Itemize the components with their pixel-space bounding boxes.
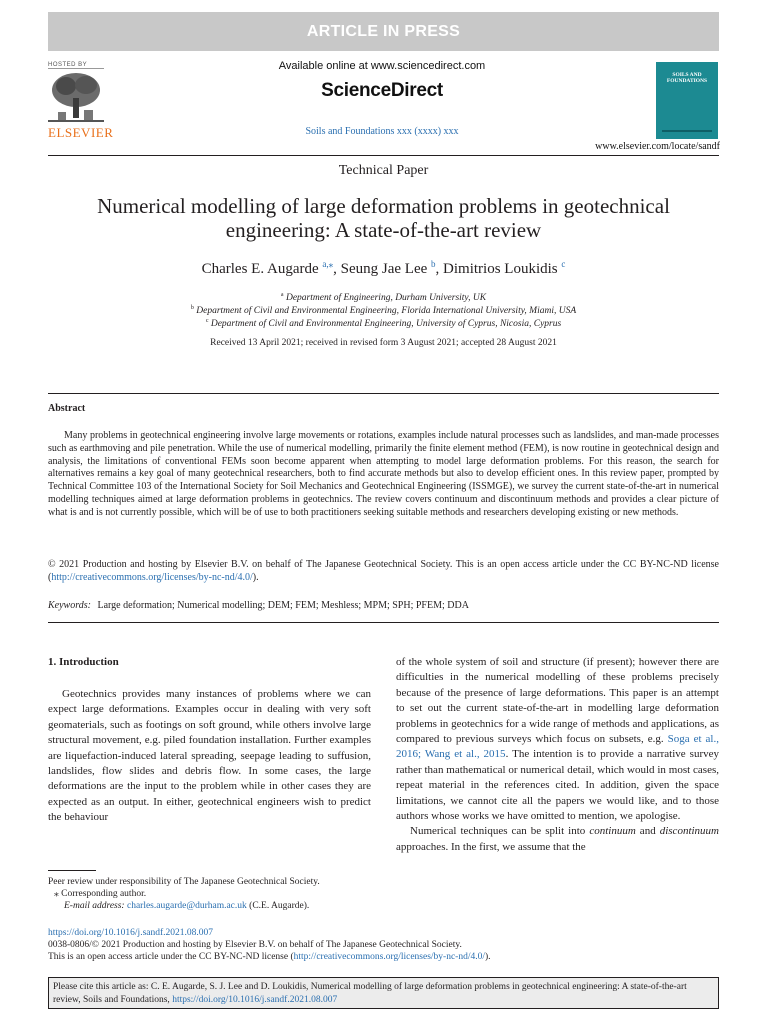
affiliation-text: Department of Civil and Environmental Engineering, University of Cyprus, Nicosia, Cyprus [210,319,562,330]
emphasis: discontinuum [659,825,719,838]
email-note [48,900,394,912]
author-name: Dimitrios Loukidis [443,261,558,277]
license-text: This is an open access article under the CC BY-NC-ND license ( [48,952,294,962]
author-affiliation-mark[interactable]: c [561,259,566,269]
abstract-divider [48,393,719,394]
author-name: Seung Jae Lee [340,261,428,277]
copyright-text: © 2021 Production and hosting by Elsevier B.V. on behalf of The Japanese Geotechnical Society. This is an open access article under the CC BY-NC-ND license ( [48,559,719,583]
affiliation [48,292,719,303]
affiliation [48,318,719,329]
keywords-label: Keywords: [48,600,91,611]
affiliation-text: Department of Engineering, Durham University, UK [285,293,487,304]
header-divider [48,155,719,156]
received-dates: Received 13 April 2021; received in revised form 3 August 2021; accepted 28 August 2021 [210,338,557,348]
body-paragraph [396,824,719,855]
citation-doi-link[interactable]: https://doi.org/10.1016/j.sandf.2021.08.007 [172,994,338,1005]
affiliation-mark: c [205,318,209,324]
copyright-close: ). [252,571,259,583]
body-text: and [635,825,660,838]
section-heading: 1. Introduction [48,656,119,668]
right-column [396,655,719,855]
author-affiliation-mark[interactable]: a,⁎ [322,259,334,269]
journal-cover [656,62,718,139]
elsevier-logo-text: ELSEVIER [48,125,114,140]
locate-url[interactable]: www.elsevier.com/locate/sandf [595,141,720,152]
license-link[interactable]: http://creativecommons.org/licenses/by-nc-nd/4.0/ [51,571,253,583]
affiliation-mark: a [280,292,284,298]
keywords [48,600,719,611]
left-column [48,687,371,826]
body-paragraph: Geotechnics provides many instances of problems where we can expect large deformations. Examples occur in dealing with very soft geomaterials, such as footings on soft ground, while others involve large structural movement, e.g. piled foundation installation. Further examples are liquefaction-induced lateral spreading, seepage leading to suffusion, landslides, flow slides and debris flow. In some cases, the large deformations are the input to the problem while in other cases they are expected as an output. In either, geotechnical engineers wish to predict the behaviour [48,688,371,824]
article-in-press-banner [48,12,719,51]
available-online: Available online at www.sciencedirect.com [278,60,486,72]
citation-link[interactable]: Soga et al., 2016; Wang et al., 2015 [396,733,719,761]
author-affiliation-mark[interactable]: b [431,259,436,269]
body-text: approaches. In the first, we assume that the [396,840,586,853]
hosted-by-label: HOSTED BY [48,62,104,69]
issn-copyright: 0038-0806/© 2021 Production and hosting by Elsevier B.V. on behalf of The Japanese Geotechnical Society. [48,940,462,950]
author-list: Charles E. Augarde $^{a,⁎}$, Seung Jae Lee $^b$, Dimitrios Loukidis $^c$ [201,259,566,277]
cover-decoration [662,130,712,132]
journal-reference[interactable]: Soils and Foundations xxx (xxxx) xxx [305,126,459,137]
license-link[interactable]: http://creativecommons.org/licenses/by-nc-nd/4.0/ [293,952,485,962]
abstract-text: Many problems in geotechnical engineering involve large movements or rotations, examples include natural processes such as landslides, and man-made processes such as earthmoving and pile penetration. While the use of numerical modelling, primarily the finite element method (FEM), is now routine in geotechnical design and analysis, the limitations of conventional FEMs soon become apparent when attempting to model large deformation problems. For this reason, the search for alternatives remains a key goal of many geotechnical researchers, both to find accurate methods but also to develop efficient ones. In this review paper, prompted by Technical Committee 103 of the International Society for Soil Mechanics and Geotechnical Engineering (ISSMGE), we survey the current state-of-the-art in numerical modelling techniques aimed at large deformation problems in geotechnics. The review covers continuum and discontinuum methods and provides a clear picture of what is and is not currently possible, which will be of use to both practitioners seeking suitable methods and researchers developing existing or new methods. [48,430,719,518]
doi-link[interactable]: https://doi.org/10.1016/j.sandf.2021.08.007 [48,928,214,938]
keywords-divider [48,622,719,623]
email-suffix: (C.E. Augarde). [249,901,310,911]
sciencedirect-logo[interactable]: ScienceDirect [321,80,443,101]
keywords-list: Large deformation; Numerical modelling; DEM; FEM; Meshless; MPM; SPH; PFEM; DDA [97,600,469,611]
body-text: Numerical techniques can be split into [410,825,590,838]
email-link[interactable]: charles.augarde@durham.ac.uk [126,901,247,911]
peer-review-note: Peer review under responsibility of The Japanese Geotechnical Society. [48,877,320,887]
author-name: Charles E. Augarde [201,261,319,277]
journal-cover-title: SOILS AND FOUNDATIONS [666,72,708,84]
affiliation-mark: b [190,305,194,311]
paper-title: Numerical modelling of large deformation problems in geotechnical engineering: A state-of-the-art review [97,194,670,242]
emphasis: continuum [589,825,636,838]
affiliation [48,305,719,316]
paper-type: Technical Paper [338,163,429,178]
affiliation-text: Department of Civil and Environmental Engineering, Florida International University, Miami, USA [196,306,577,317]
email-label: E-mail address: [64,901,125,911]
citation-box [48,977,719,1009]
open-access-license [48,952,491,962]
abstract-copyright [48,559,719,585]
body-text: of the whole system of soil and structure (if present); however there are difficulties in the numerical modelling of these problems precisely because of the presence of large deformations. This paper is an attempt to set out the current state-of-the-art in modelling large deformation problems in geotechnics for a wide range of methods and applications, as compared to previous surveys which focus on subsets, e.g. [396,656,719,746]
citation-text: Please cite this article as: C. E. Augarde, S. J. Lee and D. Loukidis, Numerical modelling of large deformation problems in geotechnical engineering: A state-of-the-art review, Soils and Foundations, [53,982,687,1005]
license-close: ). [485,952,491,962]
abstract-heading: Abstract [48,403,86,414]
footnote-divider [48,870,96,871]
body-text: . The intention is to provide a narrative survey rather than mathematical or numerical detail, which would in most cases, repeat material in the references cited. In addition, given the space limitations, we cannot cite all the papers we would like, and to those authors whose works we have omitted to mention, we apologise. [396,748,719,823]
body-paragraph [396,655,719,824]
elsevier-tree-logo [48,70,104,124]
banner-text: ARTICLE IN PRESS [306,23,461,40]
corresponding-author-note: ⁎ Corresponding author. [54,889,147,899]
